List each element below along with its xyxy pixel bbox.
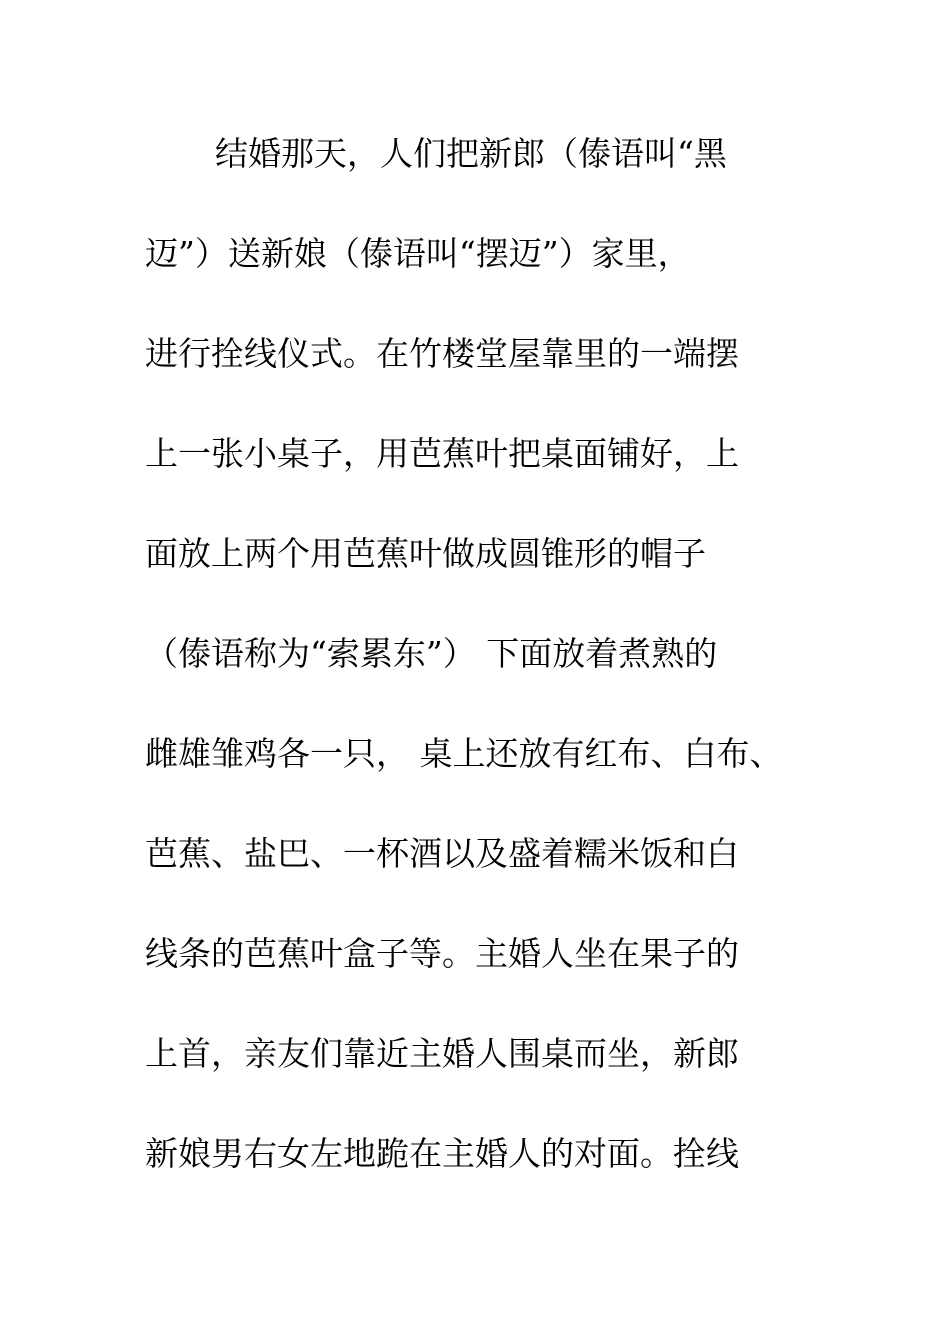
text-line: 上首，亲友们靠近主婚人围桌而坐，新郎 [145,1034,739,1073]
text-line: 面放上两个用芭蕉叶做成圆锥形的帽子 [145,534,706,573]
text-line: 进行拴线仪式。在竹楼堂屋靠里的一端摆 [145,334,739,373]
body-text [145,124,845,1224]
text-line: （傣语称为“索累东”） 下面放着煮熟的 [145,634,718,673]
text-line: 迈”）送新娘（傣语叫“摆迈”）家里， [145,234,691,273]
text-line: 雌雄雏鸡各一只， 桌上还放有红布、白布、 [145,734,783,773]
text-line: 上一张小桌子，用芭蕉叶把桌面铺好，上 [145,434,739,473]
text-line: 线条的芭蕉叶盒子等。主婚人坐在果子的 [145,934,739,973]
text-line: 芭蕉、盐巴、一杯酒以及盛着糯米饭和白 [145,834,739,873]
text-line: 结婚那天，人们把新郎（傣语叫“黑 [215,134,727,173]
text-line: 新娘男右女左地跪在主婚人的对面。拴线 [145,1134,739,1173]
